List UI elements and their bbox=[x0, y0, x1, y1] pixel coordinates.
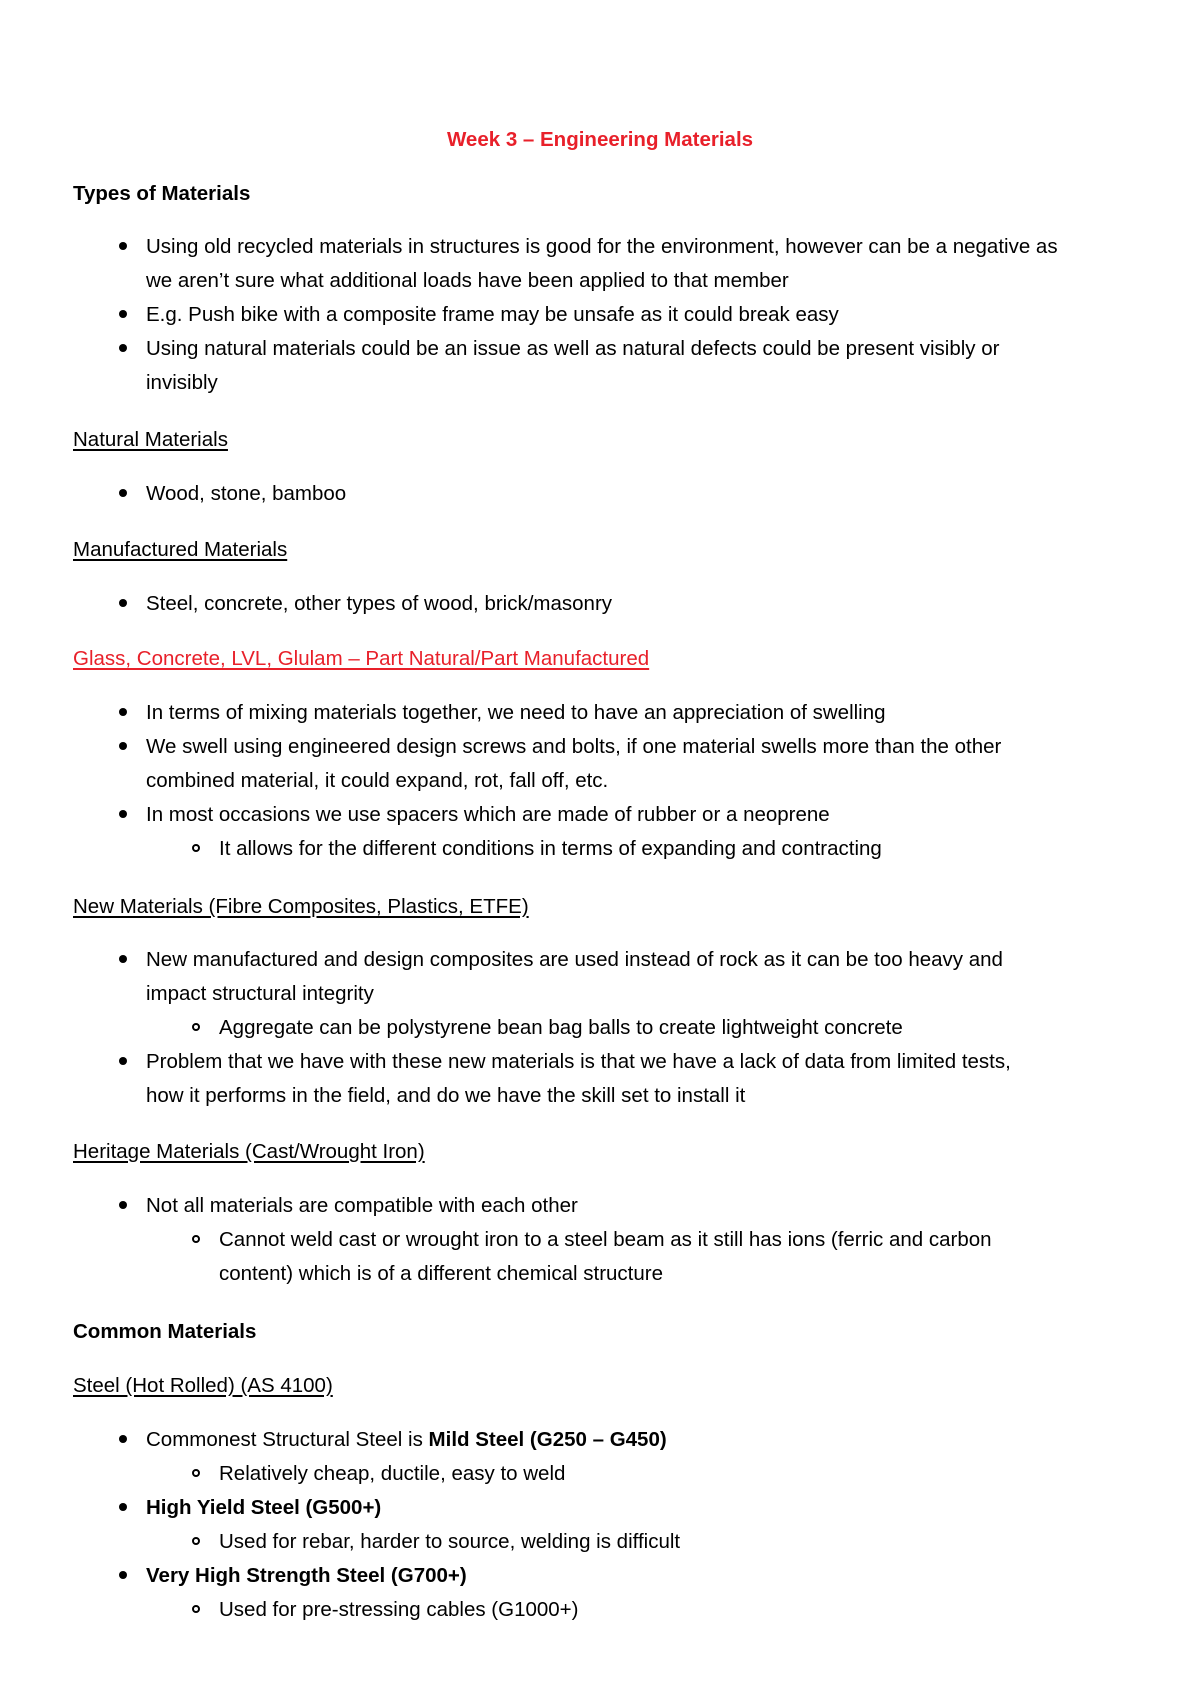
list-item-text: New manufactured and design composites are used instead of rock as it can be too heavy and bbox=[146, 948, 1003, 971]
list-item-text: Used for pre-stressing cables (G1000+) bbox=[219, 1598, 579, 1621]
list-item-continuation bbox=[146, 264, 1146, 298]
list-item-text: combined material, it could expand, rot, fall off, etc. bbox=[146, 769, 609, 792]
list-item-text: invisibly bbox=[146, 371, 218, 394]
sub-list-item-continuation bbox=[219, 1257, 1200, 1291]
list-item bbox=[146, 1423, 1146, 1457]
sub-bullet-icon bbox=[186, 1223, 206, 1257]
bullet-icon bbox=[113, 1045, 133, 1079]
list-item-text: Relatively cheap, ductile, easy to weld bbox=[219, 1462, 566, 1485]
sub-bullet-icon bbox=[186, 1593, 206, 1627]
sub-list-item bbox=[219, 832, 1200, 866]
list-item bbox=[146, 1559, 1146, 1593]
bullet-icon bbox=[113, 332, 133, 366]
list-item-text: Problem that we have with these new materials is that we have a lack of data from limited tests, bbox=[146, 1050, 1011, 1073]
list-item-continuation bbox=[146, 366, 1146, 400]
list-item-continuation bbox=[146, 764, 1146, 798]
list-item-text: In terms of mixing materials together, we need to have an appreciation of swelling bbox=[146, 701, 886, 724]
list-item-text: It allows for the different conditions in terms of expanding and contracting bbox=[219, 837, 882, 860]
sub-bullet-icon bbox=[186, 1525, 206, 1559]
sub-list-item bbox=[219, 1223, 1200, 1257]
heading-steel-hot-rolled: Steel (Hot Rolled) (AS 4100) bbox=[73, 1374, 333, 1397]
heading-new-materials: New Materials (Fibre Composites, Plastics, ETFE) bbox=[73, 895, 529, 918]
list-item-text: Commonest Structural Steel is bbox=[146, 1428, 429, 1451]
bullet-icon bbox=[113, 1423, 133, 1457]
list-item-text: Steel, concrete, other types of wood, brick/masonry bbox=[146, 592, 613, 615]
sub-bullet-icon bbox=[186, 1457, 206, 1491]
sub-bullet-icon bbox=[186, 1011, 206, 1045]
sub-list-item bbox=[219, 1011, 1200, 1045]
bullet-icon bbox=[113, 730, 133, 764]
bullet-icon bbox=[113, 1491, 133, 1525]
list-item-continuation bbox=[146, 1079, 1146, 1113]
sub-bullet-icon bbox=[186, 832, 206, 866]
heading-natural-materials: Natural Materials bbox=[73, 428, 228, 451]
document-title: Week 3 – Engineering Materials bbox=[446, 128, 754, 151]
bullet-icon bbox=[113, 1189, 133, 1223]
list-item-text: E.g. Push bike with a composite frame may be unsafe as it could break easy bbox=[146, 303, 839, 326]
list-item bbox=[146, 1045, 1146, 1079]
list-item bbox=[146, 943, 1146, 977]
list-item-text: how it performs in the field, and do we have the skill set to install it bbox=[146, 1084, 746, 1107]
list-item bbox=[146, 1189, 1146, 1223]
list-item-text: Using old recycled materials in structures is good for the environment, however can be a negative as bbox=[146, 235, 1058, 258]
list-item bbox=[146, 696, 1146, 730]
bullet-icon bbox=[113, 798, 133, 832]
heading-manufactured-materials: Manufactured Materials bbox=[73, 538, 288, 561]
list-item-bold-text: Very High Strength Steel (G700+) bbox=[146, 1564, 467, 1587]
list-item-text: Wood, stone, bamboo bbox=[146, 482, 347, 505]
bullet-icon bbox=[113, 587, 133, 621]
bullet-icon bbox=[113, 696, 133, 730]
list-item-text: We swell using engineered design screws and bolts, if one material swells more than the other bbox=[146, 735, 1002, 758]
list-item-text: In most occasions we use spacers which are made of rubber or a neoprene bbox=[146, 803, 830, 826]
sub-list-item bbox=[219, 1457, 1200, 1491]
list-item bbox=[146, 730, 1146, 764]
list-item bbox=[146, 798, 1146, 832]
list-item-text: Used for rebar, harder to source, welding is difficult bbox=[219, 1530, 681, 1553]
list-item-bold-text: Mild Steel (G250 – G450) bbox=[428, 1428, 667, 1451]
list-item-text: Using natural materials could be an issue as well as natural defects could be present visibly or bbox=[146, 337, 1000, 360]
list-item bbox=[146, 332, 1146, 366]
list-item-text: we aren’t sure what additional loads have been applied to that member bbox=[146, 269, 789, 292]
sub-list-item bbox=[219, 1593, 1200, 1627]
list-item-bold-text: High Yield Steel (G500+) bbox=[146, 1496, 382, 1519]
heading-heritage-materials: Heritage Materials (Cast/Wrought Iron) bbox=[73, 1140, 425, 1163]
list-item bbox=[146, 298, 1146, 332]
bullet-icon bbox=[113, 1559, 133, 1593]
bullet-icon bbox=[113, 943, 133, 977]
sub-list-item bbox=[219, 1525, 1200, 1559]
list-item-text: content) which is of a different chemical structure bbox=[219, 1262, 663, 1285]
bullet-icon bbox=[113, 298, 133, 332]
bullet-icon bbox=[113, 477, 133, 511]
list-item-text: Aggregate can be polystyrene bean bag balls to create lightweight concrete bbox=[219, 1016, 903, 1039]
list-item bbox=[146, 587, 1146, 621]
heading-common-materials: Common Materials bbox=[73, 1320, 257, 1343]
list-item bbox=[146, 230, 1146, 264]
bullet-icon bbox=[113, 230, 133, 264]
list-item-text: Not all materials are compatible with each other bbox=[146, 1194, 578, 1217]
heading-part-natural-part-manufactured: Glass, Concrete, LVL, Glulam – Part Natural/Part Manufactured bbox=[73, 647, 650, 670]
list-item-continuation bbox=[146, 977, 1146, 1011]
heading-types-of-materials: Types of Materials bbox=[73, 182, 251, 205]
list-item bbox=[146, 477, 1146, 511]
list-item bbox=[146, 1491, 1146, 1525]
list-item-text: impact structural integrity bbox=[146, 982, 374, 1005]
list-item-text: Cannot weld cast or wrought iron to a steel beam as it still has ions (ferric and carbon bbox=[219, 1228, 992, 1251]
